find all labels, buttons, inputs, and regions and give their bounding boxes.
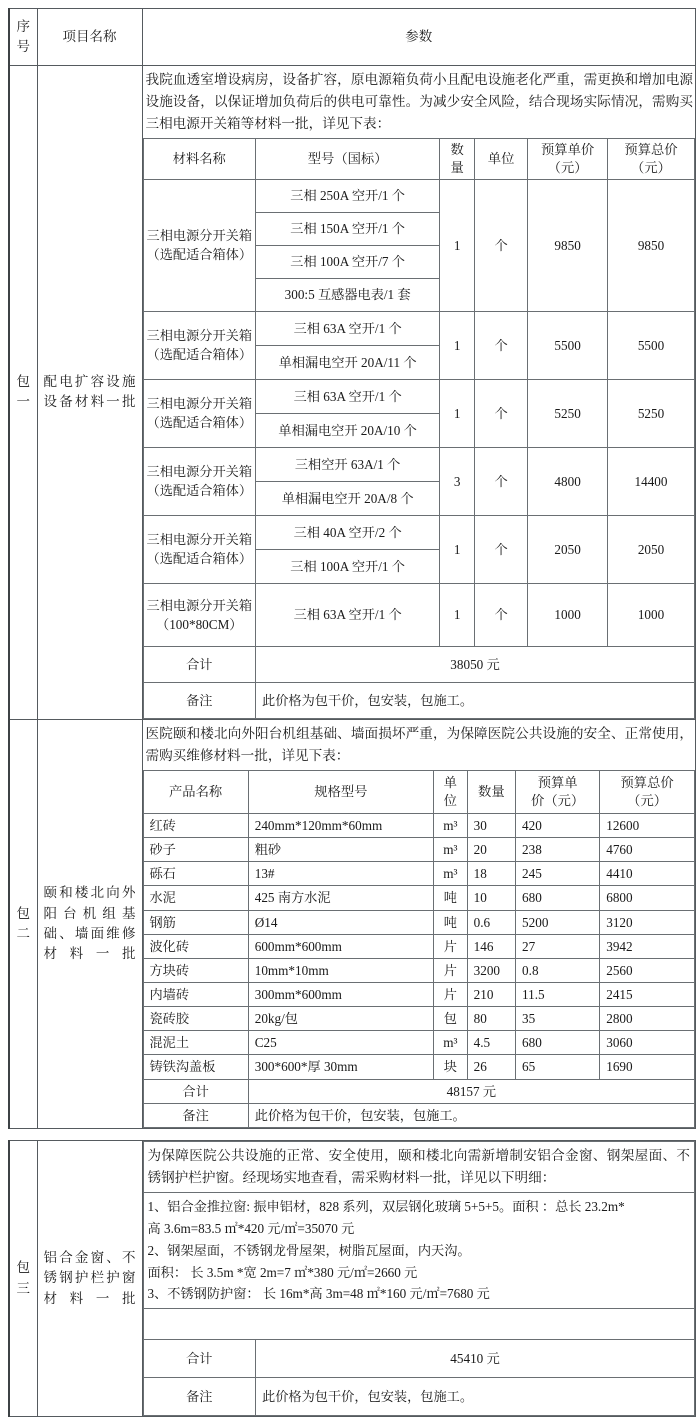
p2-item-11-spec: 300*600*厚 30mm bbox=[248, 1055, 433, 1079]
item-4-unit-price: 4800 bbox=[528, 447, 608, 515]
item-5-total-price: 2050 bbox=[608, 515, 695, 583]
package-3-detail-lines bbox=[143, 1192, 695, 1309]
item-4-quantity: 3 bbox=[440, 447, 475, 515]
package-3-total-label: 合计 bbox=[143, 1340, 256, 1378]
p2-item-9-material: 瓷砖胶 bbox=[143, 1007, 248, 1031]
th-total-price-sub: （元） bbox=[627, 792, 668, 808]
item-5-quantity: 1 bbox=[440, 515, 475, 583]
p2-item-9-unit-price: 35 bbox=[516, 1007, 600, 1031]
p2-item-1-spec: 240mm*120mm*60mm bbox=[248, 813, 433, 837]
package-2-remark-label: 备注 bbox=[143, 1103, 248, 1127]
table-row bbox=[143, 379, 695, 413]
p2-item-8-quantity: 210 bbox=[467, 982, 515, 1006]
item-1-model-1: 三相 250A 空开/1 个 bbox=[256, 179, 440, 212]
package-1-seq-char-1: 包 bbox=[16, 374, 30, 390]
p2-item-7-quantity: 3200 bbox=[467, 958, 515, 982]
th-total-price bbox=[600, 770, 695, 813]
procurement-table-part1 bbox=[8, 8, 696, 1129]
table-row bbox=[143, 813, 695, 837]
item-3-model-1: 三相 63A 空开/1 个 bbox=[256, 379, 440, 413]
table-row bbox=[143, 311, 695, 345]
package-1-material-table bbox=[143, 138, 696, 719]
p2-item-11-total-price: 1690 bbox=[600, 1055, 695, 1079]
th-quantity bbox=[440, 139, 475, 180]
p2-item-10-spec: C25 bbox=[248, 1031, 433, 1055]
item-1-total-price: 9850 bbox=[608, 179, 695, 311]
item-6-material: 三相电源分开关箱（100*80CM） bbox=[143, 583, 256, 646]
table-row bbox=[143, 982, 695, 1006]
package-2-remark-value: 此价格为包干价，包安装，包施工。 bbox=[248, 1103, 694, 1127]
package-3-spacer-row bbox=[143, 1309, 695, 1340]
package-2-description: 医院颐和楼北向外阳台机组基础、墙面损坏严重，为保障医院公共设施的安全、正常使用，需购买维修材料一批，详见下表： bbox=[145, 725, 693, 763]
table-row bbox=[143, 447, 695, 481]
package-3-description-text: 为保障医院公共设施的正常、安全使用，颐和楼北向需新增制安铝合金窗、钢架屋面、不锈钢护栏护窗。经现场实地查看，需采购材料一批，详见以下明细： bbox=[147, 1147, 690, 1185]
p2-item-4-quantity: 10 bbox=[467, 886, 515, 910]
item-6-model-1: 三相 63A 空开/1 个 bbox=[256, 583, 440, 646]
p2-item-9-quantity: 80 bbox=[467, 1007, 515, 1031]
item-1-model-4: 300:5 互感器电表/1 套 bbox=[256, 278, 440, 311]
p2-item-11-quantity: 26 bbox=[467, 1055, 515, 1079]
item-4-model-1: 三相空开 63A/1 个 bbox=[256, 447, 440, 481]
table-row bbox=[143, 910, 695, 934]
item-3-unit: 个 bbox=[475, 379, 528, 447]
package-2-total-row bbox=[143, 1079, 695, 1103]
table-row bbox=[143, 838, 695, 862]
p2-item-4-material: 水泥 bbox=[143, 886, 248, 910]
p2-item-10-quantity: 4.5 bbox=[467, 1031, 515, 1055]
package-2-material-table bbox=[143, 770, 696, 1128]
p2-item-7-unit: 片 bbox=[433, 958, 467, 982]
package-3-detail-line-4: 面积： 长 3.5m *宽 2m=7 ㎡*380 元/㎡=2660 元 bbox=[147, 1264, 418, 1280]
header-seq-char-2: 号 bbox=[16, 39, 30, 54]
item-1-model-2: 三相 150A 空开/1 个 bbox=[256, 212, 440, 245]
th-unit-price-main: 预算单价 bbox=[541, 142, 595, 158]
p2-item-6-total-price: 3942 bbox=[600, 934, 695, 958]
th-unit-price bbox=[516, 770, 600, 813]
p2-item-2-material: 砂子 bbox=[143, 838, 248, 862]
p2-item-2-total-price: 4760 bbox=[600, 838, 695, 862]
p2-item-3-material: 砾石 bbox=[143, 862, 248, 886]
th-total-price-sub: （元） bbox=[631, 159, 671, 175]
package-row-3 bbox=[9, 1140, 696, 1417]
p2-item-1-unit-price: 420 bbox=[516, 813, 600, 837]
table-row bbox=[143, 515, 695, 549]
p2-item-10-unit-price: 680 bbox=[516, 1031, 600, 1055]
item-1-quantity: 1 bbox=[440, 179, 475, 311]
procurement-table-part2 bbox=[8, 1140, 696, 1417]
item-4-material: 三相电源分开关箱（选配适合箱体） bbox=[143, 447, 256, 515]
package-3-seq bbox=[9, 1140, 37, 1417]
package-3-detail-table bbox=[143, 1141, 696, 1417]
p2-item-2-unit: m³ bbox=[433, 838, 467, 862]
package-1-total-label: 合计 bbox=[143, 646, 256, 682]
item-1-unit: 个 bbox=[475, 179, 528, 311]
package-1-seq bbox=[9, 66, 37, 720]
item-4-total-price: 14400 bbox=[608, 447, 695, 515]
header-parameters: 参数 bbox=[142, 9, 696, 66]
package-2-name: 颐和楼北向外阳台机组基础、墙面维修材料一批 bbox=[37, 719, 142, 1128]
p2-item-6-material: 波化砖 bbox=[143, 934, 248, 958]
item-6-quantity: 1 bbox=[440, 583, 475, 646]
item-5-model-2: 三相 100A 空开/1 个 bbox=[256, 549, 440, 583]
package-3-parameters bbox=[142, 1140, 696, 1417]
package-2-seq bbox=[9, 719, 37, 1128]
th-total-price bbox=[608, 139, 695, 180]
p2-item-11-unit: 块 bbox=[433, 1055, 467, 1079]
table-row bbox=[143, 886, 695, 910]
th-material-name: 材料名称 bbox=[143, 139, 256, 180]
package-3-seq-char-1: 包 bbox=[16, 1260, 30, 1276]
package-1-seq-char-2: 一 bbox=[16, 394, 30, 410]
package-3-remark-label: 备注 bbox=[143, 1378, 256, 1416]
p2-item-1-quantity: 30 bbox=[467, 813, 515, 837]
p2-item-6-unit-price: 27 bbox=[516, 934, 600, 958]
table-row bbox=[143, 1031, 695, 1055]
p2-item-5-unit: 吨 bbox=[433, 910, 467, 934]
p2-item-7-total-price: 2560 bbox=[600, 958, 695, 982]
package-3-detail-line-5: 3、不锈钢防护窗： 长 16m*高 3m=48 ㎡*160 元/㎡=7680 元 bbox=[147, 1286, 490, 1302]
package-2-seq-char-1: 包 bbox=[16, 905, 30, 921]
package-1-parameters bbox=[142, 66, 696, 720]
package-3-name: 铝合金窗、不锈钢护栏护窗材料一批 bbox=[37, 1140, 142, 1417]
package-3-description bbox=[143, 1141, 695, 1192]
table-row bbox=[143, 1055, 695, 1079]
p2-item-8-spec: 300mm*600mm bbox=[248, 982, 433, 1006]
p2-item-4-unit-price: 680 bbox=[516, 886, 600, 910]
package-1-total-row bbox=[143, 646, 695, 682]
p2-item-11-material: 铸铁沟盖板 bbox=[143, 1055, 248, 1079]
package-3-total-row bbox=[143, 1340, 695, 1378]
p2-item-1-unit: m³ bbox=[433, 813, 467, 837]
p2-item-1-material: 红砖 bbox=[143, 813, 248, 837]
package-2-parameters bbox=[142, 719, 696, 1128]
package-2-total-label: 合计 bbox=[143, 1079, 248, 1103]
item-3-model-2: 单相漏电空开 20A/10 个 bbox=[256, 413, 440, 447]
item-2-unit: 个 bbox=[475, 311, 528, 379]
package-3-detail-line-2: 高 3.6m=83.5 ㎡*420 元/㎡=35070 元 bbox=[147, 1220, 355, 1236]
p2-item-6-spec: 600mm*600mm bbox=[248, 934, 433, 958]
p2-item-6-quantity: 146 bbox=[467, 934, 515, 958]
p2-item-7-spec: 10mm*10mm bbox=[248, 958, 433, 982]
item-2-unit-price: 5500 bbox=[528, 311, 608, 379]
item-2-material: 三相电源分开关箱（选配适合箱体） bbox=[143, 311, 256, 379]
package-3-total-value: 45410 元 bbox=[256, 1340, 695, 1378]
p2-item-11-unit-price: 65 bbox=[516, 1055, 600, 1079]
table-header-row bbox=[9, 9, 696, 66]
package-3-seq-char-2: 三 bbox=[16, 1280, 30, 1296]
header-seq bbox=[9, 9, 37, 66]
package-2-seq-char-2: 二 bbox=[16, 925, 30, 941]
package-1-remark-row bbox=[143, 682, 695, 718]
package-1-name: 配电扩容设施设备材料一批 bbox=[37, 66, 142, 720]
p2-item-5-spec: Ø14 bbox=[248, 910, 433, 934]
item-3-total-price: 5250 bbox=[608, 379, 695, 447]
table-row bbox=[143, 1007, 695, 1031]
package-row-2 bbox=[9, 719, 696, 1128]
package-2-total-value: 48157 元 bbox=[248, 1079, 694, 1103]
package-2-remark-row bbox=[143, 1103, 695, 1127]
package-3-spacer bbox=[143, 1309, 695, 1340]
th-total-price-main: 预算总价 bbox=[620, 775, 674, 791]
item-6-total-price: 1000 bbox=[608, 583, 695, 646]
item-6-unit: 个 bbox=[475, 583, 528, 646]
p2-item-1-total-price: 12600 bbox=[600, 813, 695, 837]
th-unit-price-sub: （元） bbox=[547, 159, 588, 175]
item-4-unit: 个 bbox=[475, 447, 528, 515]
package-row-1 bbox=[9, 66, 696, 720]
item-5-unit: 个 bbox=[475, 515, 528, 583]
item-1-model-3: 三相 100A 空开/7 个 bbox=[256, 245, 440, 278]
th-quantity-char-1: 数 bbox=[450, 142, 464, 158]
p2-item-3-unit-price: 245 bbox=[516, 862, 600, 886]
p2-item-4-spec: 425 南方水泥 bbox=[248, 886, 433, 910]
p2-item-9-spec: 20kg/包 bbox=[248, 1007, 433, 1031]
item-5-model-1: 三相 40A 空开/2 个 bbox=[256, 515, 440, 549]
item-3-unit-price: 5250 bbox=[528, 379, 608, 447]
package-3-remark-row bbox=[143, 1378, 695, 1416]
p2-item-2-spec: 粗砂 bbox=[248, 838, 433, 862]
item-2-model-1: 三相 63A 空开/1 个 bbox=[256, 311, 440, 345]
p2-item-10-total-price: 3060 bbox=[600, 1031, 695, 1055]
package-1-remark-label: 备注 bbox=[143, 682, 256, 718]
item-5-unit-price: 2050 bbox=[528, 515, 608, 583]
package-1-total-value: 38050 元 bbox=[256, 646, 695, 682]
p2-item-6-unit: 片 bbox=[433, 934, 467, 958]
th-quantity: 数量 bbox=[467, 770, 515, 813]
th-total-price-main: 预算总价 bbox=[624, 142, 678, 158]
item-3-material: 三相电源分开关箱（选配适合箱体） bbox=[143, 379, 256, 447]
p2-item-5-material: 钢筋 bbox=[143, 910, 248, 934]
package-3-details-row bbox=[143, 1192, 695, 1309]
package-3-detail-line-3: 2、钢架屋面，不锈钢龙骨屋架，树脂瓦屋面，内天沟。 bbox=[147, 1242, 471, 1258]
package-2-inner-header bbox=[143, 770, 695, 813]
p2-item-2-quantity: 20 bbox=[467, 838, 515, 862]
table-row bbox=[143, 862, 695, 886]
item-5-material: 三相电源分开关箱（选配适合箱体） bbox=[143, 515, 256, 583]
package-3-description-row bbox=[143, 1141, 695, 1192]
p2-item-3-spec: 13# bbox=[248, 862, 433, 886]
table-row bbox=[143, 583, 695, 646]
th-unit bbox=[433, 770, 467, 813]
item-3-quantity: 1 bbox=[440, 379, 475, 447]
table-row bbox=[143, 934, 695, 958]
th-product-name: 产品名称 bbox=[143, 770, 248, 813]
th-model: 型号（国标） bbox=[256, 139, 440, 180]
p2-item-5-quantity: 0.6 bbox=[467, 910, 515, 934]
th-quantity-char-2: 量 bbox=[450, 159, 464, 175]
p2-item-8-unit: 片 bbox=[433, 982, 467, 1006]
p2-item-8-material: 内墙砖 bbox=[143, 982, 248, 1006]
p2-item-3-unit: m³ bbox=[433, 862, 467, 886]
th-unit-price-main: 预算单 bbox=[537, 775, 578, 791]
p2-item-9-unit: 包 bbox=[433, 1007, 467, 1031]
package-3-remark-value: 此价格为包干价，包安装，包施工。 bbox=[256, 1378, 695, 1416]
item-2-total-price: 5500 bbox=[608, 311, 695, 379]
p2-item-7-material: 方块砖 bbox=[143, 958, 248, 982]
p2-item-4-total-price: 6800 bbox=[600, 886, 695, 910]
p2-item-5-total-price: 3120 bbox=[600, 910, 695, 934]
table-row bbox=[143, 179, 695, 212]
item-6-unit-price: 1000 bbox=[528, 583, 608, 646]
p2-item-4-unit: 吨 bbox=[433, 886, 467, 910]
p2-item-8-total-price: 2415 bbox=[600, 982, 695, 1006]
table-row bbox=[143, 958, 695, 982]
item-2-model-2: 单相漏电空开 20A/11 个 bbox=[256, 345, 440, 379]
package-1-remark-value: 此价格为包干价，包安装，包施工。 bbox=[256, 682, 695, 718]
item-2-quantity: 1 bbox=[440, 311, 475, 379]
item-4-model-2: 单相漏电空开 20A/8 个 bbox=[256, 481, 440, 515]
p2-item-3-total-price: 4410 bbox=[600, 862, 695, 886]
th-unit-price bbox=[528, 139, 608, 180]
th-unit-price-sub: 价（元） bbox=[531, 792, 585, 808]
th-unit-char-1: 单 bbox=[443, 775, 457, 791]
item-1-unit-price: 9850 bbox=[528, 179, 608, 311]
package-3-detail-line-1: 1、铝合金推拉窗: 振申铝材，828 系列，双层钢化玻璃 5+5+5。面积 ：总长 23.2m* bbox=[147, 1198, 625, 1214]
p2-item-10-material: 混泥土 bbox=[143, 1031, 248, 1055]
p2-item-3-quantity: 18 bbox=[467, 862, 515, 886]
th-unit: 单位 bbox=[475, 139, 528, 180]
p2-item-5-unit-price: 5200 bbox=[516, 910, 600, 934]
th-unit-char-2: 位 bbox=[443, 792, 457, 808]
th-spec-model: 规格型号 bbox=[248, 770, 433, 813]
p2-item-10-unit: m³ bbox=[433, 1031, 467, 1055]
p2-item-2-unit-price: 238 bbox=[516, 838, 600, 862]
p2-item-8-unit-price: 11.5 bbox=[516, 982, 600, 1006]
item-1-material: 三相电源分开关箱（选配适合箱体） bbox=[143, 179, 256, 311]
header-seq-char-1: 序 bbox=[16, 18, 30, 34]
header-project-name: 项目名称 bbox=[37, 9, 142, 66]
package-1-inner-header bbox=[143, 139, 695, 180]
p2-item-7-unit-price: 0.8 bbox=[516, 958, 600, 982]
p2-item-9-total-price: 2800 bbox=[600, 1007, 695, 1031]
package-1-description: 我院血透室增设病房，设备扩容，原电源箱负荷小且配电设施老化严重，需更换和增加电源设施设备，以保证增加负荷后的供电可靠性。为减少安全风险，结合现场实际情况，需购买三相电源开关箱等材料一批，详见下表： bbox=[145, 72, 693, 132]
